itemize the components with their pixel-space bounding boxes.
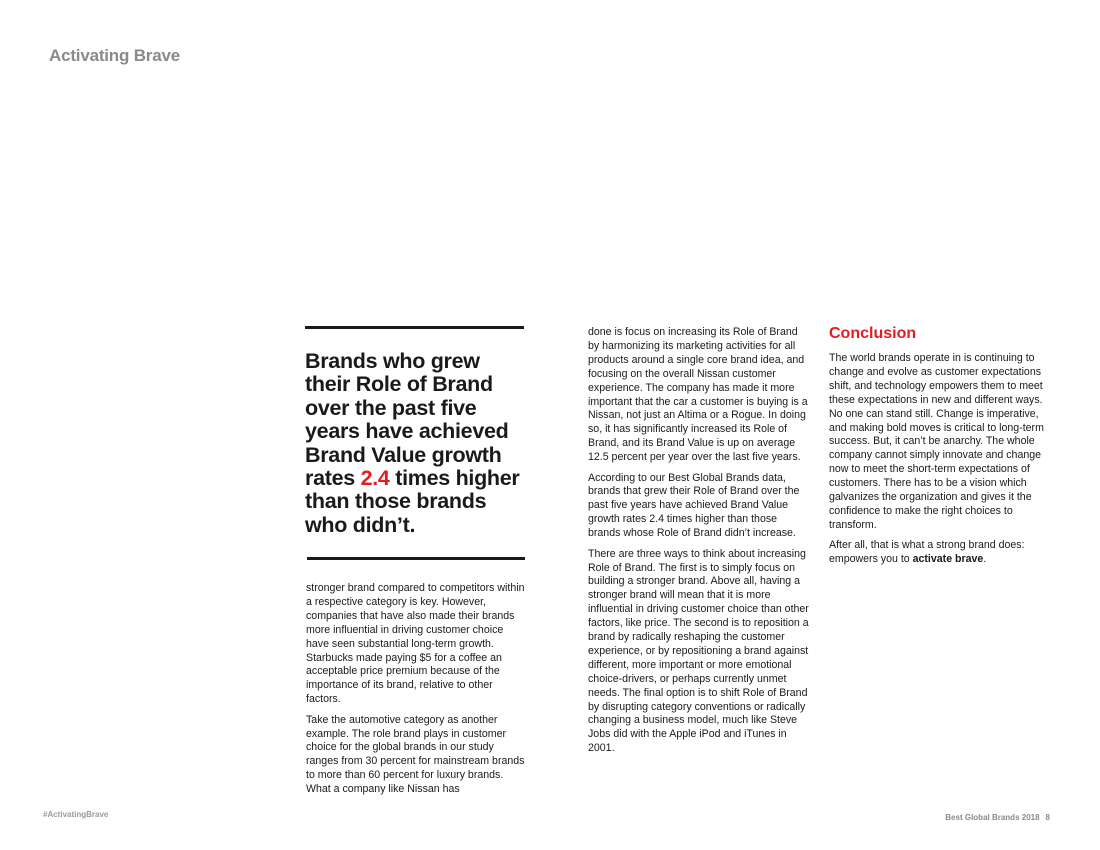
pull-quote-top-rule [305,326,524,329]
conclusion-column [829,352,1055,574]
pull-quote-highlight: 2.4 [360,466,390,491]
footer-hashtag: #ActivatingBrave [43,810,109,819]
body-column-middle [588,326,810,763]
paragraph: stronger brand compared to competitors within a respective category is key. However, companies that have also made their brands more influential in driving customer choice have seen substantial long-term growth. Starbucks made paying $5 for a coffee an acceptable price premium because of the importance of its brand, relative to other factors. [306,582,525,706]
paragraph: There are three ways to think about increasing Role of Brand. The first is to simply focus on building a stronger brand. Above all, having a stronger brand will mean that it is more influential in driving customer choice than other factors, like price. The second is to reposition a brand by radically reshaping the customer experience, or by repositioning a brand against different, more important or more emotional choice-drivers, or perhaps currently unmet needs. The final option is to shift Role of Brand by disrupting category conventions or radically changing a business model, much like Steve Jobs did with the Apple iPod and iTunes in 2001. [588,547,809,755]
paragraph: The world brands operate in is continuing to change and evolve as customer expectations shift, and technology empowers them to meet these expectations in new and different ways. No one can stand still. Change is imperative, and making bold moves is critical to long-term success. But, it can’t be anarchy. The whole company cannot simply innovate and change now to meet the short-term expectations of customers. There has to be a vision which galvanizes the organization and gives it the confidence to make the right choices to transform. [829,352,1044,531]
closing-text: After all, that is what a strong brand does: empowers you to [829,539,1025,566]
conclusion-heading: Conclusion [829,325,917,342]
section-title: Activating Brave [49,46,180,65]
pull-quote [305,350,527,537]
body-column-left [306,582,526,804]
pull-quote-text-start: Brands who grew their Role of Brand over the past five years have achieved Brand Value growth rates [305,349,509,491]
closing-emphasis: activate brave [912,553,984,566]
paragraph: done is focus on increasing its Role of Brand by harmonizing its marketing activities for all products around a single core brand idea, and focusing on the overall Nissan customer experience. The company has made it more important that the car a customer is buying is a Nissan, not just an Altima or a Rogue. In doing so, it has significantly increased its Role of Brand, and its Brand Value is up on average 12.5 percent per year over the last five years. [588,326,808,464]
footer-publication: Best Global Brands 2018 [945,813,1040,822]
paragraph: According to our Best Global Brands data, brands that grew their Role of Brand over the past five years have achieved Brand Value growth rates 2.4 times higher than those brands whose Role of Brand didn’t increase. [588,471,800,540]
pull-quote-bottom-rule [307,557,525,560]
pull-quote-text-end: times higher than those brands who didn’t. [305,466,520,537]
paragraph: Take the automotive category as another example. The role brand plays in customer choice for the global brands in our study ranges from 30 percent for mainstream brands to more than 60 percent for luxury brands. What a company like Nissan has [306,713,525,796]
page-number: 8 [1045,813,1050,822]
closing-punctuation: . [983,553,987,566]
closing-paragraph [829,539,1055,567]
footer-page-info [945,813,1050,822]
